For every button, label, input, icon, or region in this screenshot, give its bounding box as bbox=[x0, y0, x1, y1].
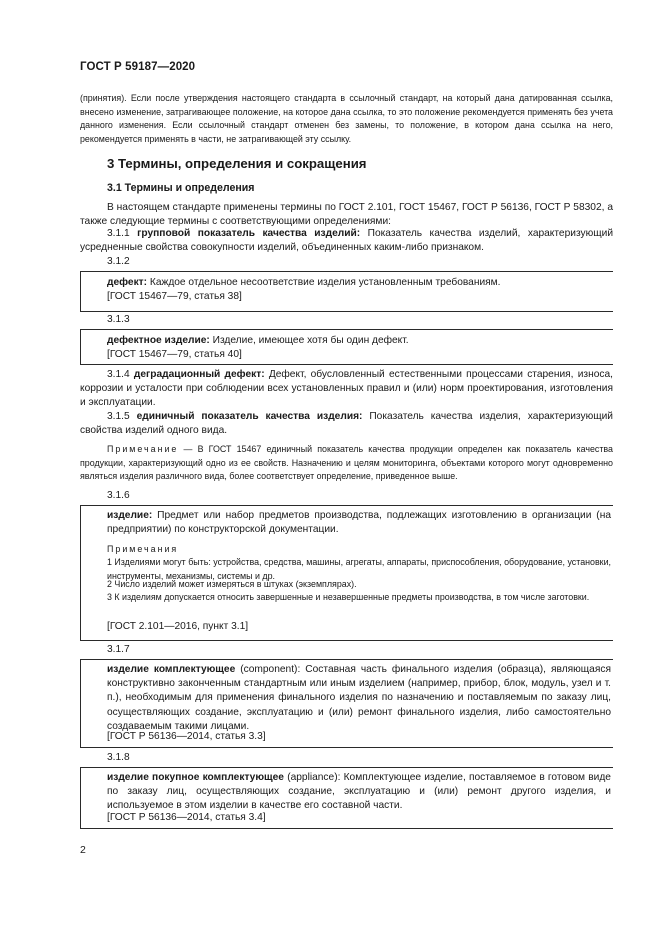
subsection-title: 3.1 Термины и определения bbox=[107, 182, 255, 194]
term-3-1-4 bbox=[80, 368, 613, 411]
note-item-3: 3 К изделиям допускается относить завершенные и незавершенные предметы производства, в том числе заготовки. bbox=[107, 592, 590, 602]
term-source: [ГОСТ Р 56136—2014, статья 3.3] bbox=[107, 731, 266, 742]
note-label: Примечание bbox=[107, 444, 179, 454]
term-number-3-1-6: 3.1.6 bbox=[107, 490, 130, 501]
term-definition: Каждое отдельное несоответствие изделия установленным требованиям. bbox=[149, 277, 501, 288]
term-name: групповой показатель качества изделий: bbox=[137, 228, 361, 239]
term-box-3-1-6 bbox=[80, 505, 613, 641]
note-3-1-5 bbox=[80, 443, 613, 484]
term-definition: Показатель качества изделия, характеризующий свойства изделий одного вида. bbox=[80, 411, 613, 437]
term-source: [ГОСТ Р 56136—2014, статья 3.4] bbox=[107, 812, 266, 823]
term-box-3-1-7 bbox=[80, 659, 613, 748]
lead-paragraph: В настоящем стандарте применены термины по ГОСТ 2.101, ГОСТ 15467, ГОСТ Р 56136, ГОСТ Р 58302, а также следующие термины с соответствующими определениями: bbox=[80, 202, 613, 228]
term-name: дефектное изделие: bbox=[107, 335, 210, 346]
term-source: [ГОСТ 15467—79, статья 40] bbox=[107, 349, 242, 360]
term-number: 3.1.4 bbox=[107, 369, 130, 380]
term-3-1-5 bbox=[80, 410, 613, 438]
term-number-3-1-2: 3.1.2 bbox=[107, 256, 130, 267]
term-box-3-1-8 bbox=[80, 767, 613, 829]
term-definition: Предмет или набор предметов производства, подлежащих изготовлению в организации (на предприятии) по конструкторской документации. bbox=[107, 510, 611, 536]
section-title: 3 Термины, определения и сокращения bbox=[107, 156, 367, 171]
term-definition: Комплектующее изделие, поставляемое в готовом виде по заказу лиц, осуществляющих создание, эксплуатацию и (или) ремонт другого изделия, и используемое в этом изделии в качестве его составной части. bbox=[107, 772, 611, 812]
term-box-3-1-3 bbox=[80, 329, 613, 365]
note-item-1: 1 Изделиями могут быть: устройства, средства, машины, агрегаты, аппараты, приспособления, оборудование, установки, инструменты, механизмы, системы и др. bbox=[107, 557, 611, 581]
intro-paragraph: (принятия). Если после утверждения настоящего стандарта в ссылочный стандарт, на который дана датированная ссылка, внесено изменение, затрагивающее положение, на которое дана ссылка, то это положение рекомендуется применять без учета данного изменения. Если ссылочный стандарт отменен без замены, то положение, в котором дана ссылка на него, рекомендуется применять в части, не затрагивающей эту ссылку. bbox=[80, 93, 613, 145]
note-text: — В ГОСТ 15467 единичный показатель качества продукции определен как показатель качества продукции, характеризующий одно из ее свойств. Назначению и целям мониторинга, объектами которого могут одновременно являться изделия различного вида, более соответствует определение, приведенное выше. bbox=[80, 444, 613, 482]
notes-label: Примечания bbox=[107, 544, 179, 554]
term-box-3-1-2 bbox=[80, 271, 613, 312]
term-english: (component): bbox=[240, 664, 301, 675]
document-header: ГОСТ Р 59187—2020 bbox=[80, 61, 196, 73]
note-item-2: 2 Число изделий может измеряться в штуках (экземплярах). bbox=[107, 579, 357, 589]
term-name: изделие покупное комплектующее bbox=[107, 772, 284, 783]
term-name: единичный показатель качества изделия: bbox=[136, 411, 363, 422]
term-name: дефект: bbox=[107, 277, 148, 288]
term-name: изделие комплектующее bbox=[107, 664, 236, 675]
page-number: 2 bbox=[80, 844, 86, 856]
term-number: 3.1.5 bbox=[107, 411, 130, 422]
term-definition: Изделие, имеющее хотя бы один дефект. bbox=[212, 335, 409, 346]
term-definition: Показатель качества изделий, характеризующий усредненные свойства совокупности изделий, объединенных каким-либо признаком. bbox=[80, 228, 614, 254]
term-number-3-1-7: 3.1.7 bbox=[107, 644, 130, 655]
term-name: изделие: bbox=[107, 510, 153, 521]
term-source: [ГОСТ 15467—79, статья 38] bbox=[107, 291, 242, 302]
term-number-3-1-3: 3.1.3 bbox=[107, 314, 130, 325]
term-number: 3.1.1 bbox=[107, 228, 130, 239]
term-english: (appliance): bbox=[287, 772, 341, 783]
term-name: деградационный дефект: bbox=[133, 369, 265, 380]
term-definition: Дефект, обусловленный естественными процессами старения, износа, коррозии и усталости при соблюдении всех установленных правил и (или) норм проектирования, изготовления и эксплуатации. bbox=[80, 369, 613, 409]
term-definition: Составная часть финального изделия (образца), являющаяся конструктивно законченным стандартным или иным изделием (например, прибор, блок, модуль, узел и т. п.), необходимым для применения финального изделия по назначению и поставляемым по заказу лиц, осуществляющих создание, эксплуатацию и (или) ремонт финального изделия, либо самостоятельно создаваемым такими лицами. bbox=[107, 664, 611, 732]
term-3-1-1 bbox=[80, 227, 613, 255]
term-source: [ГОСТ 2.101—2016, пункт 3.1] bbox=[107, 621, 249, 632]
term-number-3-1-8: 3.1.8 bbox=[107, 752, 130, 763]
